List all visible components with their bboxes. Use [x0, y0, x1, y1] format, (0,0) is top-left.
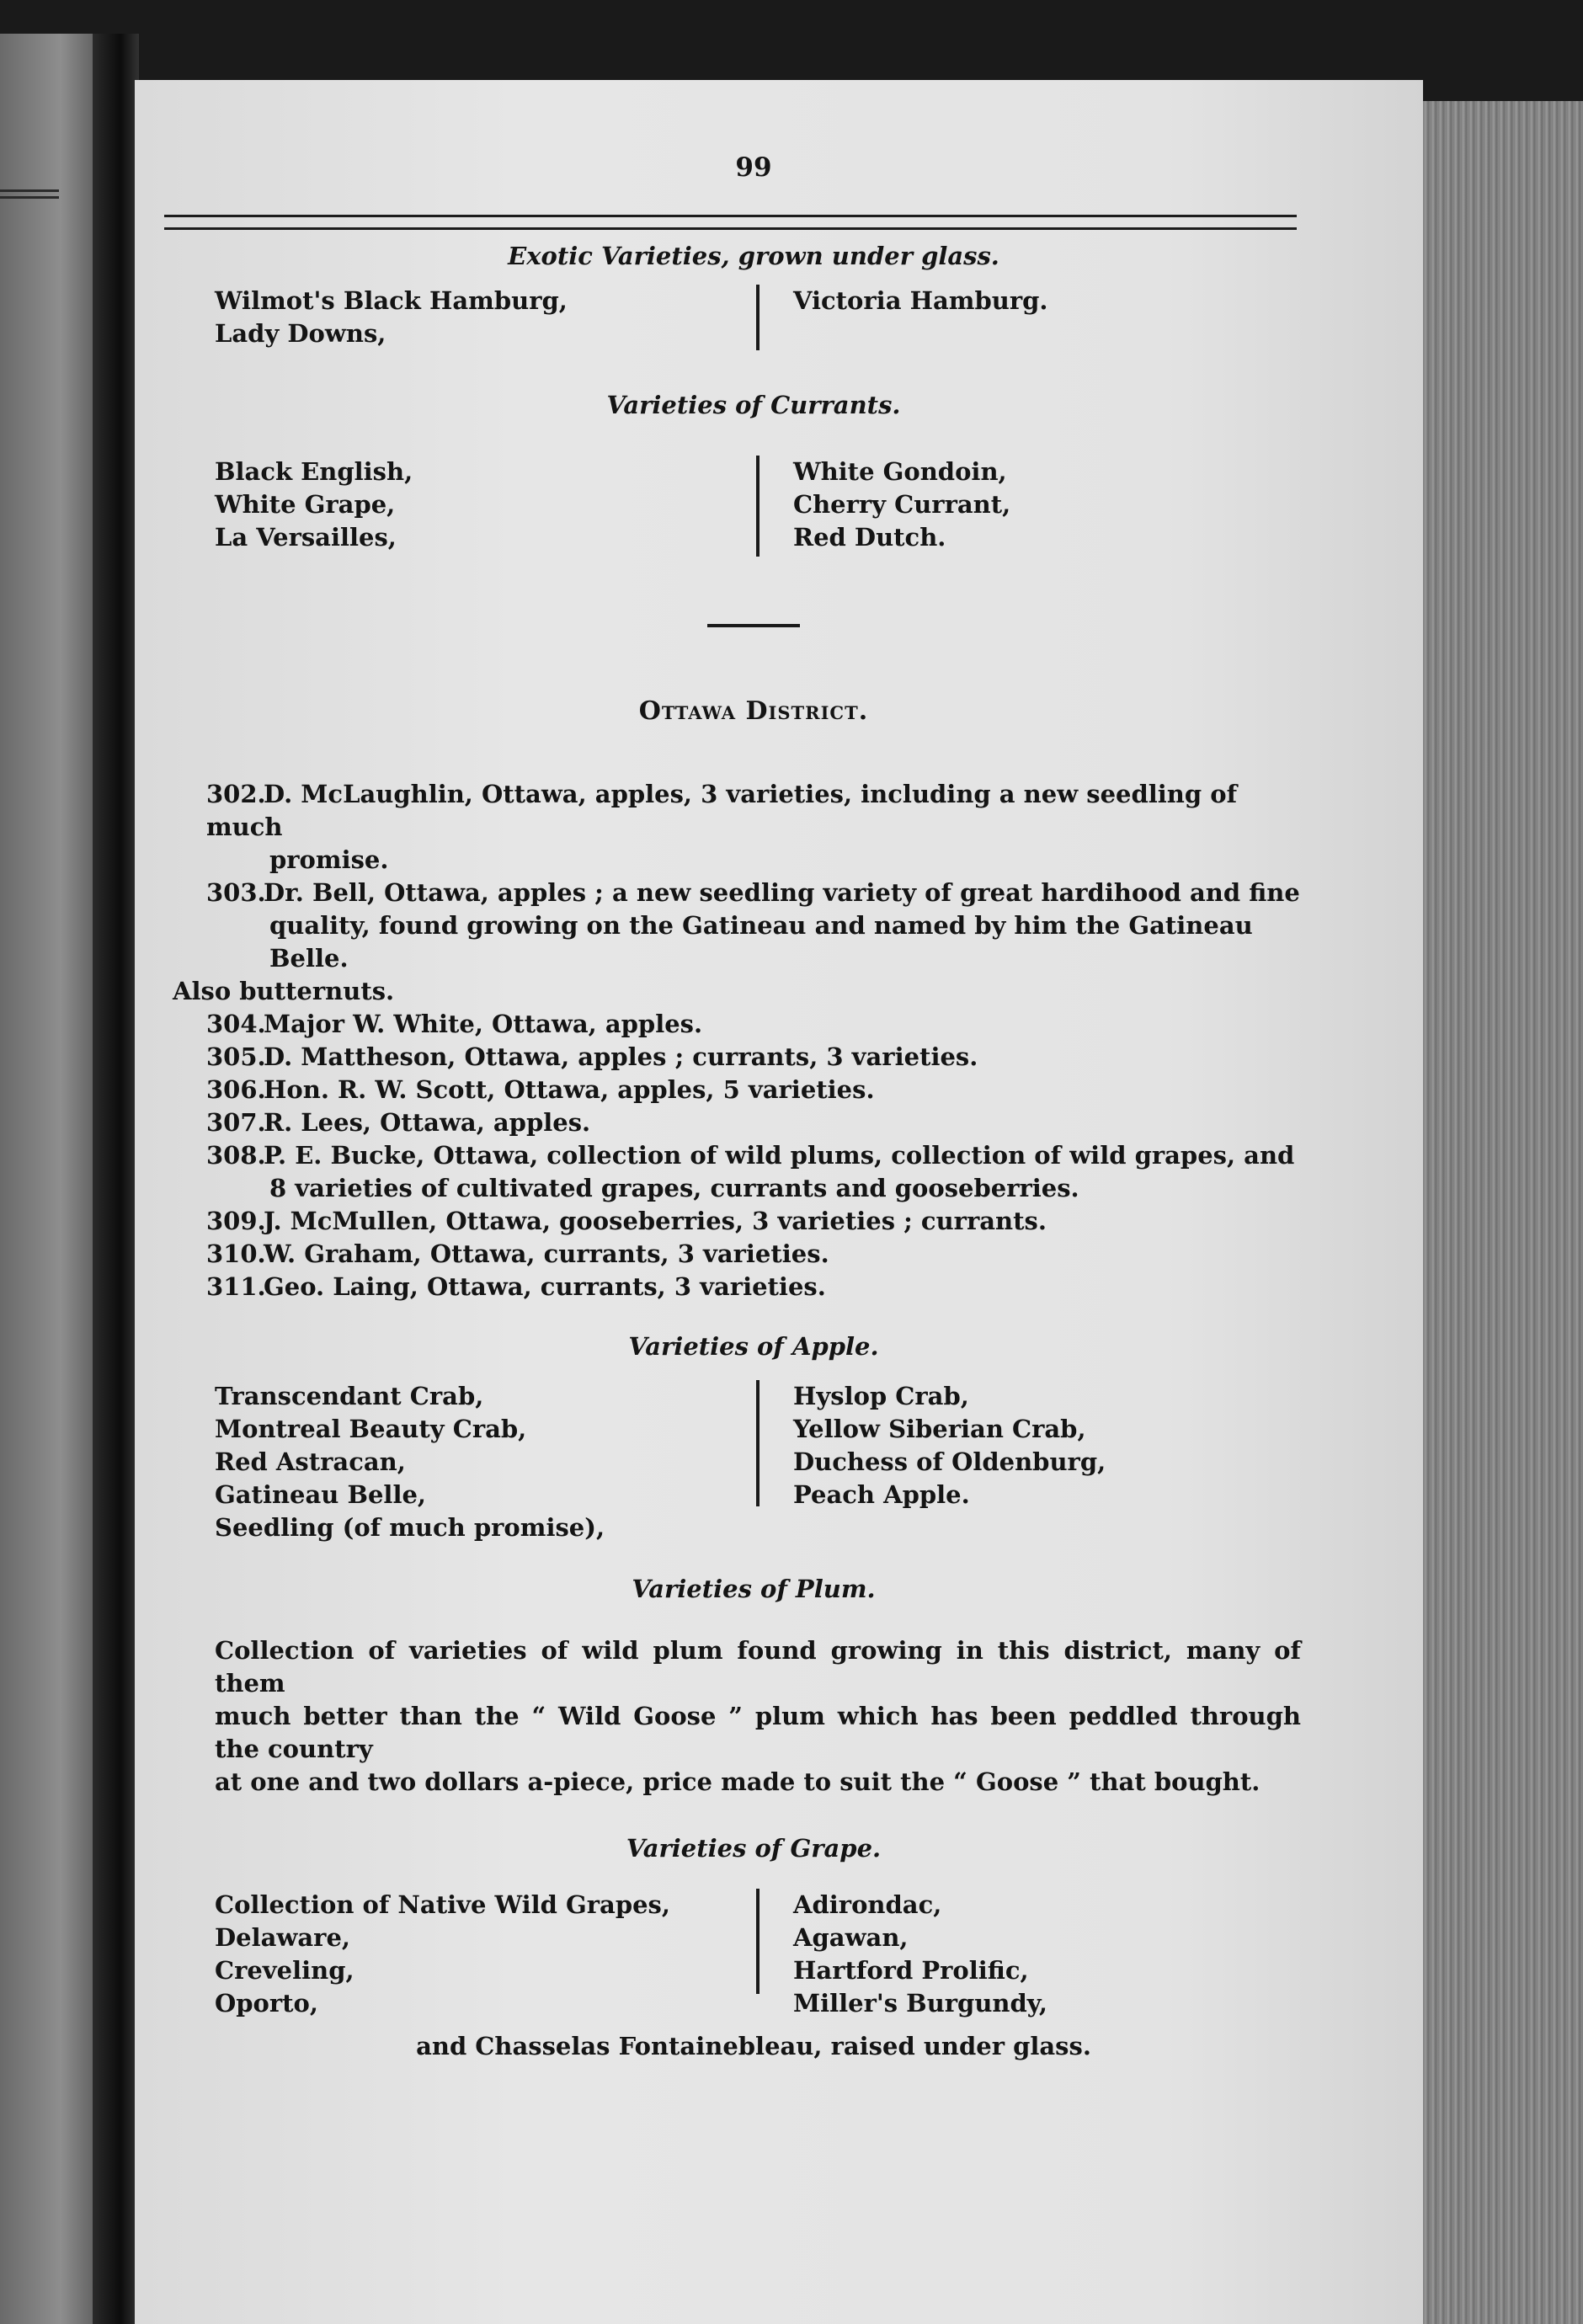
- grape-heading: Varieties of Grape.: [626, 1834, 882, 1863]
- entry-text: Hon. R. W. Scott, Ottawa, apples, 5 varieties.: [264, 1075, 875, 1104]
- entry-number: 302.: [206, 780, 266, 808]
- exotic-heading: Exotic Varieties, grown under glass.: [508, 242, 999, 270]
- page-content: [173, 126, 1301, 2063]
- book-gutter: [93, 34, 139, 2324]
- entry-number: 311.: [206, 1272, 266, 1301]
- entry-text: P. E. Bucke, Ottawa, collection of wild plums, collection of wild grapes, and: [264, 1141, 1295, 1170]
- currants-right-column: [793, 456, 1301, 557]
- variety-item: Transcendant Crab,: [215, 1382, 484, 1410]
- list-item: [206, 1139, 1301, 1205]
- variety-item: Duchess of Oldenburg,: [793, 1447, 1106, 1476]
- variety-item: Agawan,: [793, 1923, 909, 1952]
- column-divider: [756, 1380, 760, 1506]
- variety-item: Cherry Currant,: [793, 490, 1011, 519]
- currants-heading: Varieties of Currants.: [606, 391, 901, 419]
- facing-page-rule: [0, 196, 59, 199]
- entry-number: 307.: [206, 1108, 266, 1137]
- variety-item: Wilmot's Black Hamburg,: [215, 286, 568, 315]
- list-item: [206, 778, 1301, 877]
- variety-item: Hyslop Crab,: [793, 1382, 969, 1410]
- variety-item: Oporto,: [215, 1989, 318, 2018]
- entry-text: quality, found growing on the Gatineau and named by him the Gatineau Belle.: [269, 911, 1253, 973]
- variety-item: Peach Apple.: [793, 1480, 970, 1509]
- variety-item: Black English,: [215, 457, 413, 486]
- variety-item: Creveling,: [215, 1956, 354, 1985]
- facing-page-rule: [0, 189, 59, 192]
- currants-left-column: [215, 456, 722, 557]
- exotic-right-column: [793, 285, 1301, 350]
- list-item: [206, 1074, 1301, 1106]
- variety-item: Red Astracan,: [215, 1447, 406, 1476]
- list-item: [206, 1271, 1301, 1303]
- page-block-edges: [1423, 101, 1583, 2324]
- list-item: [206, 1106, 1301, 1139]
- entry-text: D. McLaughlin, Ottawa, apples, 3 varieties, including a new seedling of much: [206, 780, 1238, 841]
- entry-text: Dr. Bell, Ottawa, apples ; a new seedling variety of great hardihood and fine: [264, 878, 1300, 907]
- apple-right-column: [793, 1380, 1301, 1544]
- column-divider: [756, 1889, 760, 1994]
- paragraph-line: much better than the “ Wild Goose ” plum which has been peddled through the country: [215, 1702, 1301, 1763]
- variety-item: Yellow Siberian Crab,: [793, 1415, 1086, 1443]
- variety-item: White Grape,: [215, 490, 396, 519]
- plum-paragraph: [206, 1634, 1301, 1799]
- exhibitor-list: [173, 778, 1301, 1303]
- entry-text: promise.: [269, 845, 389, 874]
- grape-left-column: [215, 1889, 722, 2020]
- exotic-columns: [206, 285, 1301, 350]
- variety-item: Seedling (of much promise),: [215, 1513, 605, 1542]
- entry-number: 304.: [206, 1010, 266, 1038]
- variety-item: White Gondoin,: [793, 457, 1007, 486]
- entry-text: 8 varieties of cultivated grapes, currants and gooseberries.: [269, 1174, 1079, 1202]
- entry-text: Also butternuts.: [173, 977, 395, 1005]
- variety-item: La Versailles,: [215, 523, 397, 552]
- variety-item: Delaware,: [215, 1923, 350, 1952]
- variety-item: Gatineau Belle,: [215, 1480, 427, 1509]
- paragraph-line: at one and two dollars a-piece, price made to suit the “ Goose ” that bought.: [215, 1767, 1261, 1796]
- entry-text: W. Graham, Ottawa, currants, 3 varieties.: [264, 1239, 829, 1268]
- list-item: [173, 877, 1301, 1008]
- apple-heading: Varieties of Apple.: [628, 1332, 879, 1361]
- variety-item: Victoria Hamburg.: [793, 286, 1048, 315]
- list-item: [206, 1041, 1301, 1074]
- apple-columns: [206, 1380, 1301, 1544]
- entry-text: Geo. Laing, Ottawa, currants, 3 varieties.: [264, 1272, 826, 1301]
- apple-left-column: [215, 1380, 722, 1544]
- entry-text: R. Lees, Ottawa, apples.: [264, 1108, 591, 1137]
- page-number: 99: [735, 152, 772, 183]
- exotic-left-column: [215, 285, 722, 350]
- column-divider: [756, 456, 760, 557]
- district-heading: Ottawa District.: [638, 696, 869, 726]
- entry-number: 309.: [206, 1207, 266, 1235]
- list-item: [206, 1205, 1301, 1238]
- variety-item: Red Dutch.: [793, 523, 946, 552]
- list-item: [206, 1238, 1301, 1271]
- entry-text: J. McMullen, Ottawa, gooseberries, 3 varieties ; currants.: [264, 1207, 1047, 1235]
- facing-page-edge: [0, 34, 101, 2324]
- entry-number: 310.: [206, 1239, 266, 1268]
- entry-number: 306.: [206, 1075, 266, 1104]
- entry-text: D. Mattheson, Ottawa, apples ; currants, 3 varieties.: [264, 1042, 978, 1071]
- grape-right-column: [793, 1889, 1301, 2020]
- currants-columns: [206, 456, 1301, 557]
- grape-columns: [206, 1889, 1301, 2020]
- variety-item: Collection of Native Wild Grapes,: [215, 1890, 670, 1919]
- variety-item: Lady Downs,: [215, 319, 386, 348]
- variety-item: Miller's Burgundy,: [793, 1989, 1047, 2018]
- variety-item: Adirondac,: [793, 1890, 942, 1919]
- entry-number: 305.: [206, 1042, 266, 1071]
- plum-heading: Varieties of Plum.: [632, 1575, 876, 1603]
- grape-footer-line: and Chasselas Fontainebleau, raised under glass.: [416, 2032, 1091, 2060]
- column-divider: [756, 285, 760, 350]
- entry-number: 303.: [206, 878, 266, 907]
- variety-item: Hartford Prolific,: [793, 1956, 1029, 1985]
- list-item: [206, 1008, 1301, 1041]
- variety-item: Montreal Beauty Crab,: [215, 1415, 527, 1443]
- entry-text: Major W. White, Ottawa, apples.: [264, 1010, 703, 1038]
- entry-number: 308.: [206, 1141, 266, 1170]
- paragraph-line: Collection of varieties of wild plum found growing in this district, many of them: [215, 1636, 1301, 1698]
